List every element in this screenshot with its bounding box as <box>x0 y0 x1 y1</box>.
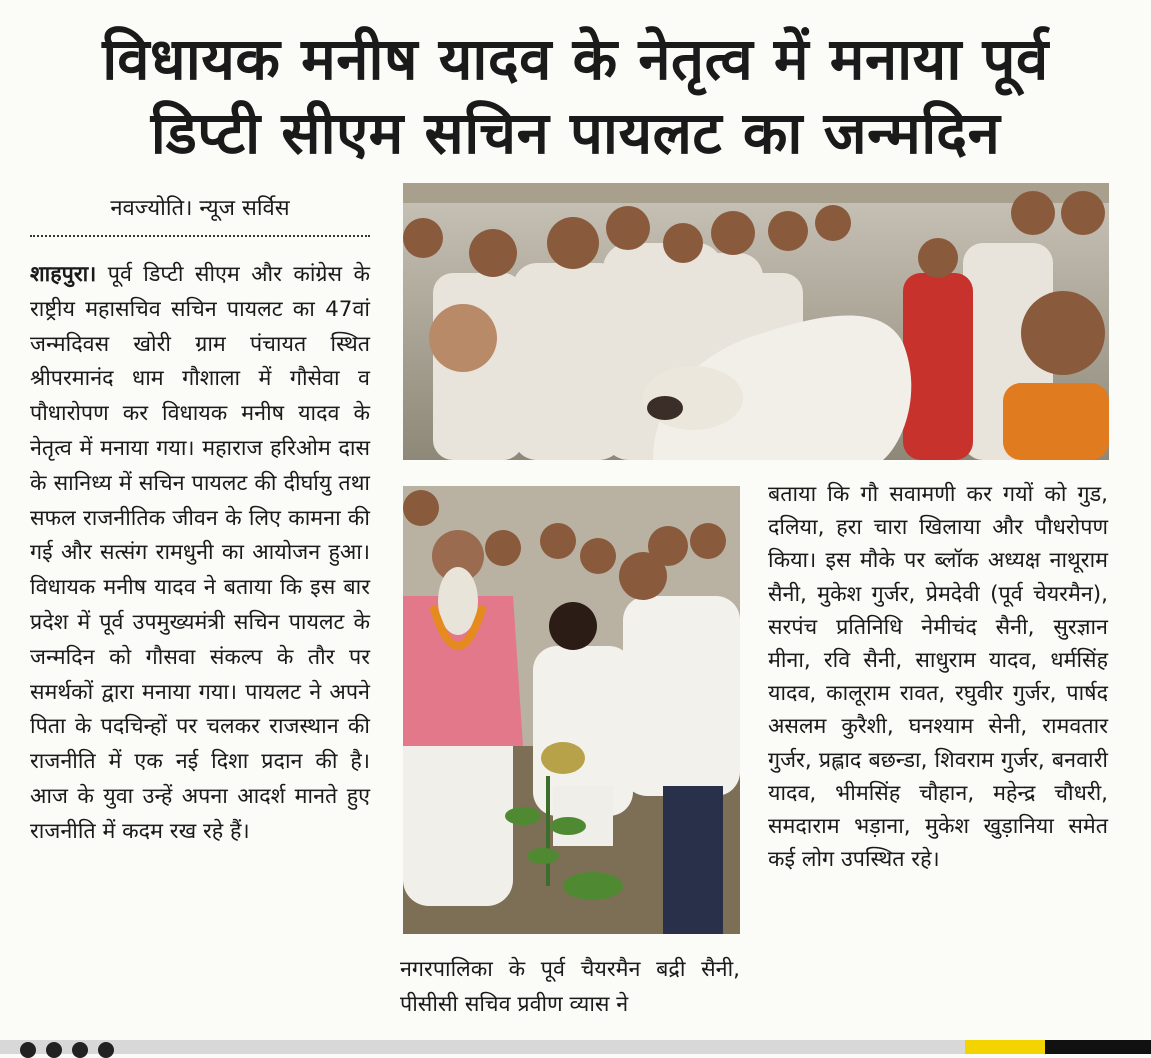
article-column-left <box>30 258 370 850</box>
photo-tree-plantation-image <box>403 486 740 934</box>
byline: नवज्योति। न्यूज सर्विस <box>110 196 290 221</box>
bottom-dot <box>46 1042 62 1058</box>
headline-line-2: डिप्टी सीएम सचिन पायलट का जन्मदिन <box>150 99 1001 167</box>
photo-tree-plantation <box>403 486 740 934</box>
article-column-right: बताया कि गौ सवामणी कर गयों को गुड, दलिया, हरा चारा खिलाया और पौधरोपण किया। इस मौके पर ब्लॉक अध्यक्ष नाथूराम सैनी, मुकेश गुर्जर, प्रेमदेवी (पूर्व चेयरमैन), सरपंच प्रतिनिधि नेमीचंद सैनी, सुरज्ञान मीना, रवि सैनी, साधुराम यादव, धर्मसिंह यादव, कालूराम रावत, रघुवीर गुर्जर, पार्षद असलम कुरैशी, घनश्याम सेनी, रामवतार गुर्जर, प्रह्लाद बछन्डा, शिवराम गुर्जर, बनवारी यादव, भीमसिंह चौहान, महेन्द्र चौधरी, समदाराम भड़ाना, मुकेश खुड़ानिया समेत कई लोग उपस्थित रहे। <box>768 482 1108 873</box>
article-column-middle: नगरपालिका के पूर्व चैयरमैन बद्री सैनी, पीसीसी सचिव प्रवीण व्यास ने <box>400 957 740 1017</box>
byline-divider <box>30 235 370 237</box>
bottom-dot <box>72 1042 88 1058</box>
bottom-yellow-block <box>965 1040 1045 1054</box>
bottom-dot <box>98 1042 114 1058</box>
dateline: शाहपुरा। <box>30 262 97 287</box>
headline-line-1: विधायक मनीष यादव के नेतृत्व में मनाया पूर्व <box>102 25 1049 93</box>
bottom-dot <box>20 1042 36 1058</box>
bottom-black-block <box>1045 1040 1151 1054</box>
photo-cow-feeding <box>403 183 1109 460</box>
headline <box>0 22 1151 170</box>
body-text-left: पूर्व डिप्टी सीएम और कांग्रेस के राष्ट्रीय महासचिव सचिन पायलट का 47वां जन्मदिवस खोरी ग्राम पंचायत स्थित श्रीपरमानंद धाम गौशाला में गौसेवा व पौधारोपण कर विधायक मनीष यादव के नेतृत्व में मनाया गया। महाराज हरिओम दास के सानिध्य में सचिन पायलट की दीर्घायु तथा सफल राजनीतिक जीवन के लिए कामना की गई और सत्संग रामधुनी का आयोजन हुआ। विधायक मनीष यादव ने बताया कि इस बार प्रदेश में पूर्व उपमुख्यमंत्री सचिन पायलट के जन्मदिन को गौसवा संकल्प के तौर पर समर्थकों द्वारा मनाया गया। पायलट ने अपने पिता के पदचिन्हों पर चलकर राजस्थान की राजनीति में एक नई दिशा प्रदान की है। आज के युवा उन्हें अपना आदर्श मानते हुए राजनीति में कदम रख रहे हैं। <box>30 262 370 844</box>
photo-cow-feeding-image <box>403 183 1109 460</box>
